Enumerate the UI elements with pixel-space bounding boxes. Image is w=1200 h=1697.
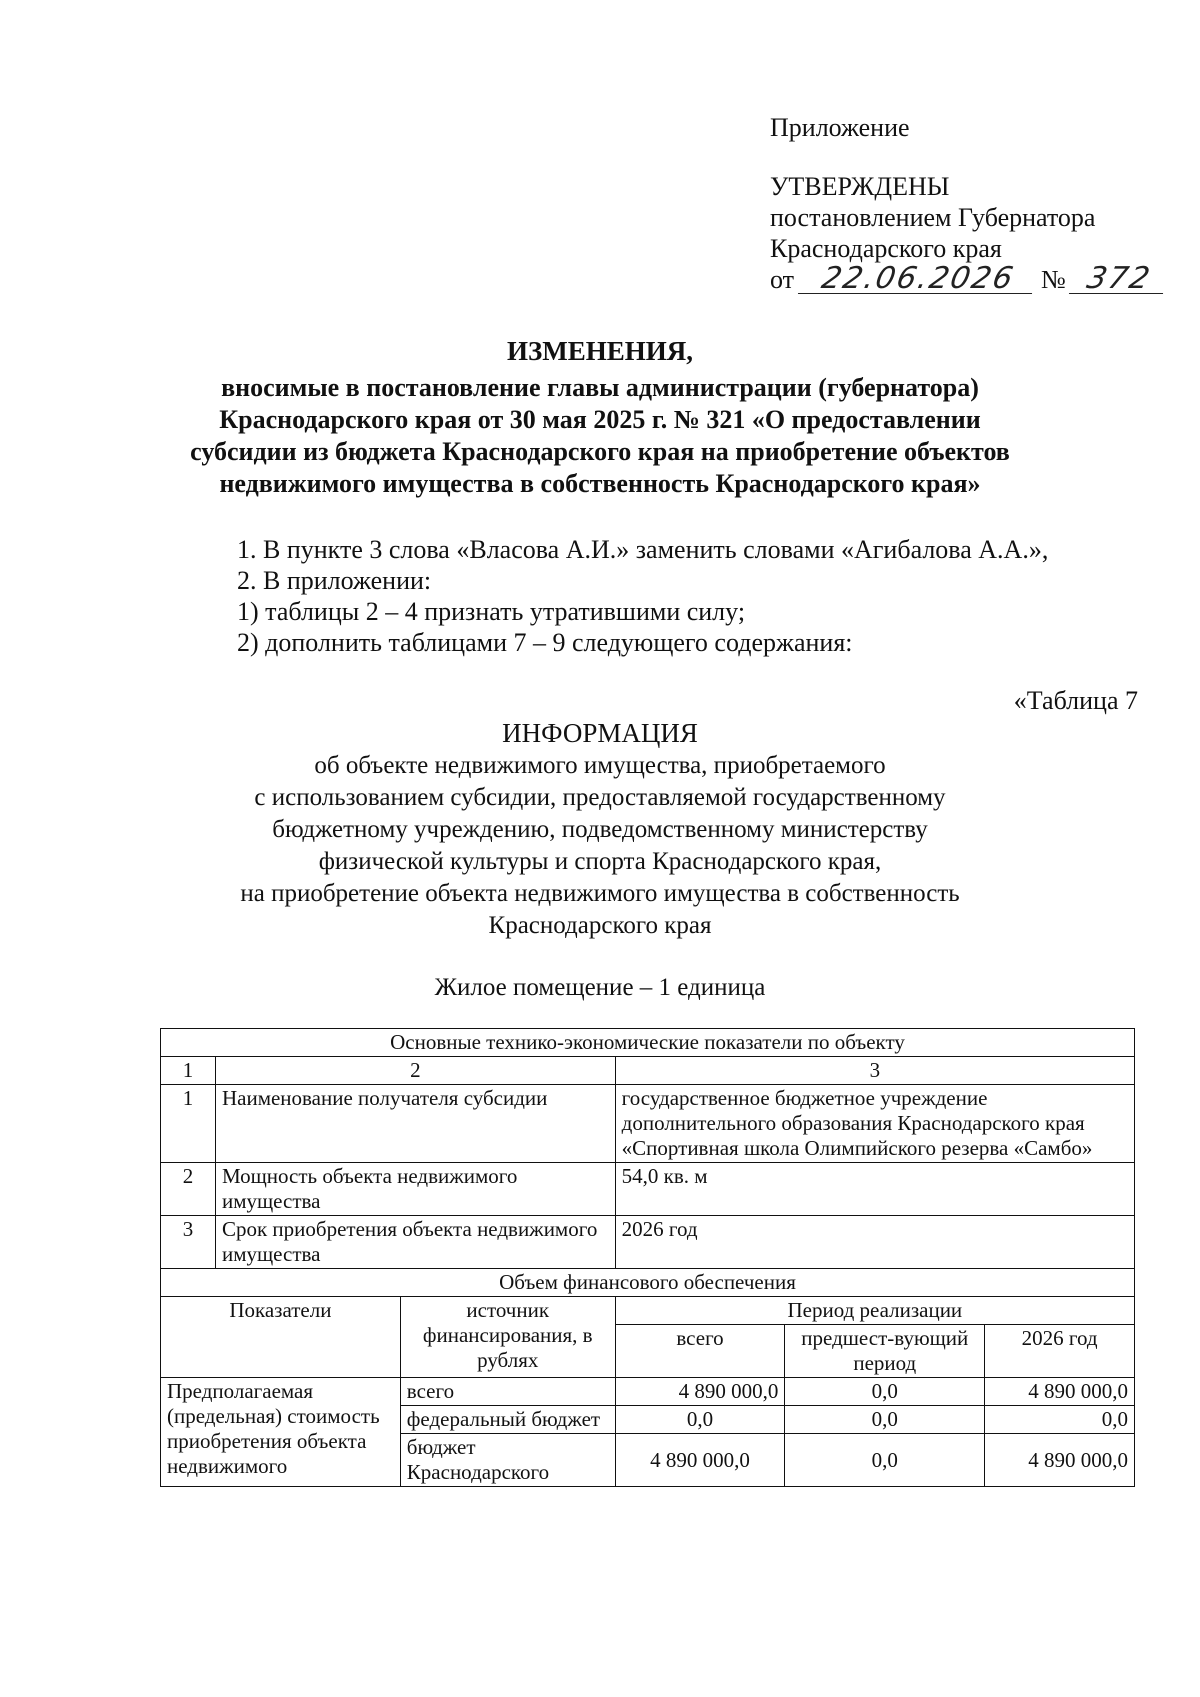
amendment-item: 1. В пункте 3 слова «Власова А.И.» заменить словами «Агибалова А.А.», (237, 535, 1049, 564)
info-line: Краснодарского края (488, 912, 712, 939)
source-cell: всего (400, 1378, 615, 1406)
total-cell: 0,0 (615, 1406, 785, 1434)
appendix-label: Приложение (770, 113, 910, 142)
table-row (161, 1085, 1135, 1163)
total-cell: 4 890 000,0 (615, 1434, 785, 1487)
header-total: всего (615, 1325, 785, 1378)
document-title: ИЗМЕНЕНИЯ, (506, 336, 693, 366)
approved-by-line-2: Краснодарского края (770, 234, 1002, 263)
row-value: государственное бюджетное учреждение дополнительного образования Краснодарского края «Спортивная школа Олимпийского резерва «Самбо» (615, 1085, 1134, 1163)
info-line: бюджетному учреждению, подведомственному министерству (272, 816, 928, 843)
amendment-item: 2. В приложении: (237, 566, 432, 595)
subtitle-line: недвижимого имущества в собственность Краснодарского края» (219, 469, 981, 498)
col-number: 2 (215, 1057, 615, 1085)
info-line: об объекте недвижимого имущества, приобретаемого (314, 752, 886, 779)
col-number: 3 (615, 1057, 1134, 1085)
previous-cell: 0,0 (785, 1378, 985, 1406)
amendment-item: 2) дополнить таблицами 7 – 9 следующего содержания: (237, 628, 853, 657)
subtitle-line: субсидии из бюджета Краснодарского края на приобретение объектов (190, 437, 1010, 466)
table-row (161, 1029, 1135, 1057)
handwritten-date: 22.06.2026 (797, 265, 1037, 294)
row-name: Срок приобретения объекта недвижимого имущества (215, 1216, 615, 1269)
handwritten-number: 372 (1069, 265, 1169, 294)
row-name: Мощность объекта недвижимого имущества (215, 1163, 615, 1216)
previous-cell: 0,0 (785, 1434, 985, 1487)
year-cell: 4 890 000,0 (985, 1434, 1135, 1487)
amendment-item: 1) таблицы 2 – 4 признать утратившими силу; (237, 597, 746, 626)
col-number: 1 (161, 1057, 216, 1085)
source-cell: федеральный бюджет (400, 1406, 615, 1434)
row-number: 3 (161, 1216, 216, 1269)
table-row (161, 1057, 1135, 1085)
document-subtitle (0, 372, 1200, 500)
subtitle-line: Краснодарского края от 30 мая 2025 г. № 321 «О предоставлении (219, 405, 981, 434)
date-prefix: от (770, 265, 795, 294)
spacer (770, 143, 1166, 171)
header-source: источник финансирования, в рублях (400, 1297, 615, 1378)
header-year: 2026 год (985, 1325, 1135, 1378)
approved-label: УТВЕРЖДЕНЫ (770, 172, 950, 201)
subtitle-line: вносимые в постановление главы администрации (губернатора) (221, 373, 979, 402)
amendment-items (237, 534, 1048, 658)
table-row (161, 1163, 1135, 1216)
date-number-line (770, 261, 1166, 296)
unit-line: Жилое помещение – 1 единица (434, 974, 766, 1001)
source-cell: бюджет Краснодарского (400, 1434, 615, 1487)
info-description (0, 750, 1200, 942)
info-line: физической культуры и спорта Краснодарского края, (318, 848, 882, 875)
row-value: 54,0 кв. м (615, 1163, 1134, 1216)
row-name: Наименование получателя субсидии (215, 1085, 615, 1163)
info-title: ИНФОРМАЦИЯ (502, 718, 698, 748)
year-cell: 4 890 000,0 (985, 1378, 1135, 1406)
header-indicators: Показатели (161, 1297, 401, 1378)
row-value: 2026 год (615, 1216, 1134, 1269)
section-title: Объем финансового обеспечения (161, 1269, 1135, 1297)
indicator-cell: Предполагаемая (предельная) стоимость приобретения объекта недвижимого (161, 1378, 401, 1487)
section-title: Основные технико-экономические показатели по объекту (161, 1029, 1135, 1057)
row-number: 1 (161, 1085, 216, 1163)
table-row (161, 1216, 1135, 1269)
header-period: Период реализации (615, 1297, 1134, 1325)
total-cell: 4 890 000,0 (615, 1378, 785, 1406)
year-cell: 0,0 (985, 1406, 1135, 1434)
number-prefix: № (1041, 265, 1066, 294)
approved-by-line-1: постановлением Губернатора (770, 203, 1096, 232)
previous-cell: 0,0 (785, 1406, 985, 1434)
header-previous: предшест-вующий период (785, 1325, 985, 1378)
info-table (160, 1028, 1135, 1487)
row-number: 2 (161, 1163, 216, 1216)
table-row (161, 1297, 1135, 1325)
table-label: «Таблица 7 (1013, 686, 1138, 715)
table-row (161, 1378, 1135, 1406)
approval-block (770, 112, 1166, 295)
info-line: на приобретение объекта недвижимого имущества в собственность (240, 880, 960, 907)
info-line: с использованием субсидии, предоставляемой государственному (254, 784, 946, 811)
table-row (161, 1269, 1135, 1297)
